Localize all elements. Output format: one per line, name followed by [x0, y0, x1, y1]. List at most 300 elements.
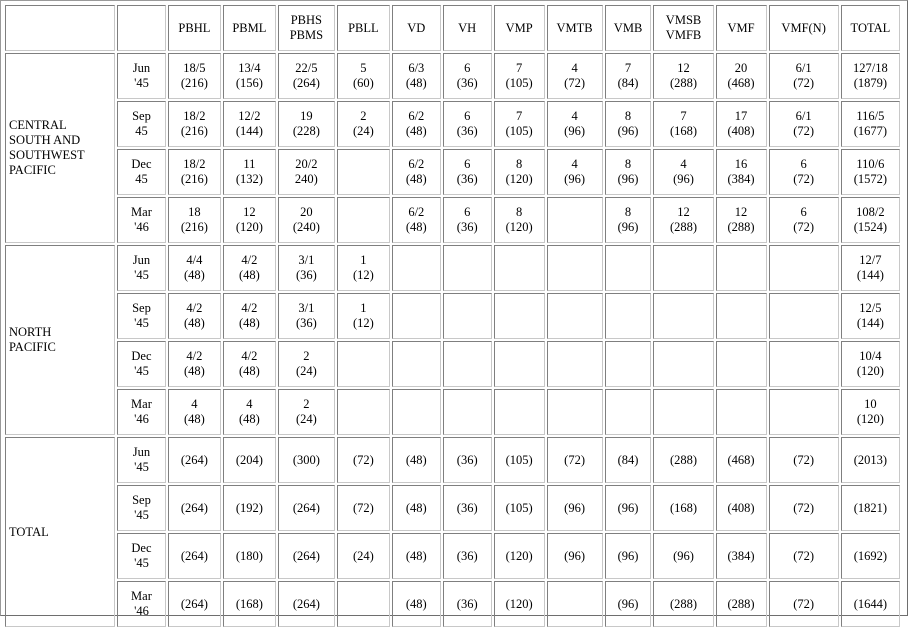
cell-value: (48) [183, 412, 205, 426]
table-row [5, 101, 900, 147]
cell-value: 4 [571, 157, 578, 171]
cell-value: 12 [734, 205, 748, 219]
cell-value: 20 [734, 61, 748, 75]
cell-value: 16 [734, 157, 748, 171]
cell-value: (288) [669, 76, 698, 90]
cell-value: (48) [238, 412, 260, 426]
cell-value: (1879) [853, 76, 888, 90]
date-cell [117, 533, 166, 579]
cell-value: 6 [464, 109, 471, 123]
cell-value: (48) [405, 500, 427, 515]
value-cell-vmtb [547, 485, 603, 531]
cell-value: (48) [405, 220, 427, 234]
cell-value: (288) [727, 220, 755, 234]
date-text: '46 [134, 604, 149, 618]
value-cell-pbhs [278, 437, 335, 483]
cell-value: (105) [505, 500, 533, 515]
date-text: Dec [131, 349, 152, 363]
cell-value: (1677) [853, 124, 888, 138]
value-cell-pbll [337, 341, 390, 387]
value-cell-vmf [716, 293, 767, 339]
value-cell-pbhl [168, 53, 221, 99]
value-cell-vmsb [653, 437, 713, 483]
column-header-vmp [494, 5, 545, 51]
cell-value: 2 [303, 349, 310, 363]
cell-value: 12 [677, 205, 690, 219]
cell-value: 3/1 [298, 301, 315, 315]
value-cell-vmp [494, 149, 545, 195]
region-label-line: PACIFIC [9, 340, 56, 354]
cell-value: (384) [727, 172, 755, 186]
cell-value: (24) [295, 364, 317, 378]
value-cell-vmb [605, 245, 652, 291]
cell-value: 6 [464, 157, 471, 171]
date-text: 45 [135, 124, 148, 138]
cell-value: 4 [571, 61, 578, 75]
column-header-text: VMF(N) [781, 20, 826, 35]
cell-value: 6 [464, 61, 471, 75]
value-cell-pbhs [278, 341, 335, 387]
cell-value: 18 [188, 205, 201, 219]
cell-value: (264) [292, 76, 320, 90]
cell-value: (48) [238, 268, 260, 282]
value-cell-vmf [716, 53, 767, 99]
cell-value: 240) [294, 172, 318, 186]
table-row [5, 581, 900, 627]
date-text: 45 [135, 172, 148, 186]
cell-value: 6/1 [795, 109, 812, 123]
value-cell-pbll [337, 53, 390, 99]
value-cell-vmtb [547, 437, 603, 483]
cell-value: 6/1 [795, 61, 812, 75]
cell-value: (216) [180, 172, 208, 186]
date-text: Sep [132, 109, 151, 123]
cell-value: (168) [669, 124, 698, 138]
date-text: '45 [134, 316, 149, 330]
value-cell-pbhl [168, 101, 221, 147]
cell-value: (48) [405, 596, 427, 611]
value-cell-pbhl [168, 197, 221, 243]
value-cell-pbhl [168, 437, 221, 483]
cell-value: 4 [680, 157, 687, 171]
date-cell [117, 581, 166, 627]
cell-value: (384) [727, 548, 755, 563]
value-cell-vmf [716, 485, 767, 531]
table-row [5, 197, 900, 243]
value-cell-vmp [494, 389, 545, 435]
value-cell-pbhl [168, 149, 221, 195]
value-cell-vh [443, 581, 492, 627]
value-cell-vmb [605, 389, 652, 435]
cell-value: (72) [564, 76, 585, 90]
region-label [5, 437, 115, 627]
value-cell-vmf [716, 389, 767, 435]
value-cell-vmtb [547, 533, 603, 579]
value-cell-vmtb [547, 245, 603, 291]
value-cell-vmfn [769, 197, 839, 243]
value-cell-vmb [605, 341, 652, 387]
cell-value: (264) [180, 596, 208, 611]
cell-value: (72) [793, 76, 815, 90]
cell-value: 10 [864, 397, 877, 411]
cell-value: (2013) [853, 452, 888, 467]
cell-value: (192) [235, 500, 263, 515]
value-cell-vmp [494, 533, 545, 579]
value-cell-pbml [223, 101, 276, 147]
date-cell [117, 485, 166, 531]
value-cell-total [841, 581, 900, 627]
value-cell-vmtb [547, 53, 603, 99]
value-cell-pbhs [278, 293, 335, 339]
cell-value: (408) [727, 124, 755, 138]
value-cell-total [841, 149, 900, 195]
cell-value: (72) [793, 220, 815, 234]
value-cell-pbml [223, 53, 276, 99]
value-cell-vmsb [653, 293, 713, 339]
cell-value: (144) [856, 316, 884, 330]
cell-value: 8 [515, 205, 523, 219]
cell-value: 6/2 [408, 205, 425, 219]
cell-value: (72) [793, 452, 815, 467]
value-cell-pbll [337, 437, 390, 483]
cell-value: (264) [180, 548, 208, 563]
cell-value: 8 [624, 205, 632, 219]
cell-value: (36) [456, 596, 478, 611]
cell-value: 4/2 [241, 301, 258, 315]
cell-value: (36) [456, 220, 478, 234]
aircraft-squadron-table [3, 3, 902, 629]
date-cell [117, 293, 166, 339]
column-header-vmsb [653, 5, 713, 51]
value-cell-vmsb [653, 341, 713, 387]
value-cell-vh [443, 341, 492, 387]
column-header-vh [443, 5, 492, 51]
cell-value: 127/18 [853, 61, 888, 75]
value-cell-vmb [605, 149, 652, 195]
cell-value: 2 [303, 397, 310, 411]
column-header-text: VMF [727, 20, 755, 35]
cell-value: (180) [235, 548, 263, 563]
cell-value: 17 [734, 109, 748, 123]
value-cell-vd [392, 581, 441, 627]
value-cell-vd [392, 101, 441, 147]
date-text: Dec [131, 541, 152, 555]
column-header-text: VMTB [556, 20, 593, 35]
cell-value: (36) [456, 124, 478, 138]
region-label-line: TOTAL [9, 524, 49, 539]
value-cell-pbhs [278, 53, 335, 99]
cell-value: 2 [360, 109, 367, 123]
cell-value: (105) [505, 76, 533, 90]
column-header-pbhl [168, 5, 221, 51]
cell-value: 8 [624, 157, 632, 171]
value-cell-vmf [716, 437, 767, 483]
date-cell [117, 245, 166, 291]
cell-value: 108/2 [856, 205, 885, 219]
cell-value: (48) [405, 124, 427, 138]
value-cell-vmsb [653, 485, 713, 531]
value-cell-pbml [223, 341, 276, 387]
value-cell-pbhl [168, 389, 221, 435]
cell-value: (48) [183, 268, 205, 282]
cell-value: 4/4 [186, 253, 203, 267]
cell-value: 18/5 [183, 61, 206, 75]
column-header-vd [392, 5, 441, 51]
cell-value: (72) [352, 452, 374, 467]
cell-value: (36) [456, 172, 478, 186]
date-text: '45 [134, 556, 149, 570]
value-cell-vh [443, 293, 492, 339]
value-cell-pbml [223, 389, 276, 435]
value-cell-vh [443, 101, 492, 147]
column-header-pbhs [278, 5, 335, 51]
cell-value: (36) [456, 548, 478, 563]
cell-value: (468) [727, 452, 755, 467]
cell-value: (48) [183, 364, 205, 378]
cell-value: (48) [405, 172, 427, 186]
table-row [5, 437, 900, 483]
value-cell-pbhs [278, 533, 335, 579]
value-cell-vmp [494, 341, 545, 387]
cell-value: 4 [571, 109, 578, 123]
value-cell-vmfn [769, 149, 839, 195]
value-cell-vmf [716, 101, 767, 147]
region-label-line: NORTH [9, 325, 52, 339]
date-text: '46 [134, 220, 149, 234]
column-header-text: VMSB [665, 13, 702, 27]
cell-value: 1 [360, 301, 367, 315]
column-header-total [841, 5, 900, 51]
column-header-text: VH [458, 20, 477, 35]
column-header-text: PBLL [348, 20, 379, 35]
value-cell-vmf [716, 533, 767, 579]
table-row [5, 149, 900, 195]
cell-value: (24) [352, 124, 374, 138]
header-blank-date [117, 5, 166, 51]
value-cell-total [841, 485, 900, 531]
cell-value: (96) [673, 172, 694, 186]
value-cell-pbml [223, 293, 276, 339]
cell-value: (72) [793, 500, 815, 515]
cell-value: (72) [564, 452, 585, 467]
value-cell-vmtb [547, 293, 603, 339]
value-cell-vmb [605, 197, 652, 243]
table-row [5, 293, 900, 339]
value-cell-vmp [494, 197, 545, 243]
value-cell-total [841, 53, 900, 99]
cell-value: 3/1 [298, 253, 315, 267]
value-cell-pbhs [278, 389, 335, 435]
value-cell-vd [392, 53, 441, 99]
cell-value: 4/2 [241, 349, 258, 363]
value-cell-pbml [223, 245, 276, 291]
value-cell-vd [392, 293, 441, 339]
cell-value: (132) [235, 172, 263, 186]
cell-value: (96) [564, 500, 585, 515]
value-cell-pbll [337, 533, 390, 579]
table-row [5, 485, 900, 531]
cell-value: 116/5 [856, 109, 885, 123]
cell-value: (96) [617, 500, 639, 515]
value-cell-total [841, 293, 900, 339]
cell-value: (36) [295, 316, 317, 330]
cell-value: 19 [300, 109, 313, 123]
value-cell-vmf [716, 581, 767, 627]
cell-value: (72) [793, 124, 815, 138]
value-cell-vmfn [769, 389, 839, 435]
value-cell-vmtb [547, 197, 603, 243]
date-text: '45 [134, 508, 149, 522]
cell-value: 18/2 [183, 157, 206, 171]
column-header-vmf [716, 5, 767, 51]
value-cell-pbml [223, 533, 276, 579]
value-cell-vmp [494, 245, 545, 291]
cell-value: (36) [456, 76, 478, 90]
cell-value: 11 [243, 157, 256, 171]
cell-value: (36) [295, 268, 317, 282]
value-cell-pbll [337, 485, 390, 531]
date-text: Sep [132, 493, 151, 507]
column-header-text: PBMS [289, 28, 324, 42]
cell-value: 6 [464, 205, 471, 219]
cell-value: (156) [235, 76, 263, 90]
value-cell-vmfn [769, 293, 839, 339]
value-cell-pbhs [278, 245, 335, 291]
region-label [5, 245, 115, 435]
column-header-text: PBHS [290, 13, 322, 27]
date-text: '45 [134, 364, 149, 378]
cell-value: (240) [292, 220, 320, 234]
date-text: '45 [134, 268, 149, 282]
value-cell-vmfn [769, 53, 839, 99]
cell-value: (264) [292, 596, 320, 611]
value-cell-vd [392, 485, 441, 531]
cell-value: (96) [617, 220, 639, 234]
cell-value: (216) [180, 124, 208, 138]
cell-value: 12 [243, 205, 256, 219]
cell-value: (96) [617, 596, 639, 611]
column-header-text: VD [407, 20, 426, 35]
value-cell-total [841, 341, 900, 387]
cell-value: (120) [505, 172, 533, 186]
cell-value: 4/2 [241, 253, 258, 267]
cell-value: (264) [180, 452, 208, 467]
cell-value: 6 [800, 157, 807, 171]
region-label-line: SOUTH AND [9, 133, 81, 147]
value-cell-vmfn [769, 245, 839, 291]
cell-value: (105) [505, 124, 533, 138]
cell-value: (12) [352, 316, 374, 330]
cell-value: 20 [300, 205, 313, 219]
cell-value: (72) [352, 500, 374, 515]
value-cell-pbhs [278, 581, 335, 627]
value-cell-vd [392, 533, 441, 579]
table-row [5, 533, 900, 579]
value-cell-pbhs [278, 485, 335, 531]
cell-value: (84) [617, 452, 639, 467]
value-cell-vmtb [547, 389, 603, 435]
cell-value: 12/7 [859, 253, 882, 267]
cell-value: (264) [180, 500, 208, 515]
cell-value: (168) [669, 500, 698, 515]
header-blank-region [5, 5, 115, 51]
cell-value: (288) [669, 220, 698, 234]
value-cell-vmsb [653, 581, 713, 627]
cell-value: (12) [352, 268, 374, 282]
cell-value: (1821) [853, 500, 888, 515]
cell-value: (105) [505, 452, 533, 467]
value-cell-vmf [716, 149, 767, 195]
value-cell-vmf [716, 197, 767, 243]
cell-value: 13/4 [238, 61, 261, 75]
value-cell-vmb [605, 581, 652, 627]
date-text: Jun [132, 445, 151, 459]
value-cell-vmf [716, 341, 767, 387]
value-cell-total [841, 197, 900, 243]
value-cell-pbhl [168, 293, 221, 339]
date-cell [117, 389, 166, 435]
cell-value: (120) [505, 596, 533, 611]
cell-value: (120) [505, 548, 533, 563]
cell-value: (96) [617, 172, 639, 186]
date-text: Jun [132, 61, 151, 75]
cell-value: 8 [624, 109, 632, 123]
value-cell-vh [443, 437, 492, 483]
cell-value: (144) [235, 124, 263, 138]
date-text: Sep [132, 301, 151, 315]
cell-value: (72) [793, 172, 815, 186]
cell-value: 4/2 [186, 301, 203, 315]
value-cell-vmb [605, 53, 652, 99]
value-cell-vmp [494, 581, 545, 627]
cell-value: (48) [238, 364, 260, 378]
value-cell-vmtb [547, 101, 603, 147]
header-row [5, 5, 900, 51]
value-cell-vmtb [547, 341, 603, 387]
cell-value: 7 [515, 109, 523, 123]
column-header-text: VMFB [665, 28, 702, 42]
region-label-line: CENTRAL [9, 118, 67, 132]
value-cell-vd [392, 437, 441, 483]
cell-value: 6/3 [408, 61, 425, 75]
value-cell-pbhs [278, 101, 335, 147]
value-cell-vmp [494, 485, 545, 531]
cell-value: 6/2 [408, 157, 425, 171]
column-header-vmb [605, 5, 652, 51]
cell-value: 4 [246, 397, 253, 411]
value-cell-vd [392, 389, 441, 435]
value-cell-vmsb [653, 245, 713, 291]
cell-value: (144) [856, 268, 884, 282]
cell-value: 4 [191, 397, 198, 411]
value-cell-total [841, 245, 900, 291]
cell-value: (120) [505, 220, 533, 234]
value-cell-vmp [494, 437, 545, 483]
value-cell-pbll [337, 245, 390, 291]
cell-value: (264) [292, 548, 320, 563]
cell-value: (24) [295, 412, 317, 426]
cell-value: 20/2 [295, 157, 318, 171]
cell-value: 8 [515, 157, 523, 171]
value-cell-vmfn [769, 581, 839, 627]
value-cell-vmtb [547, 149, 603, 195]
value-cell-vmb [605, 293, 652, 339]
cell-value: (60) [352, 76, 374, 90]
date-text: Jun [132, 253, 151, 267]
cell-value: (96) [617, 548, 639, 563]
cell-value: (288) [669, 596, 698, 611]
value-cell-total [841, 533, 900, 579]
